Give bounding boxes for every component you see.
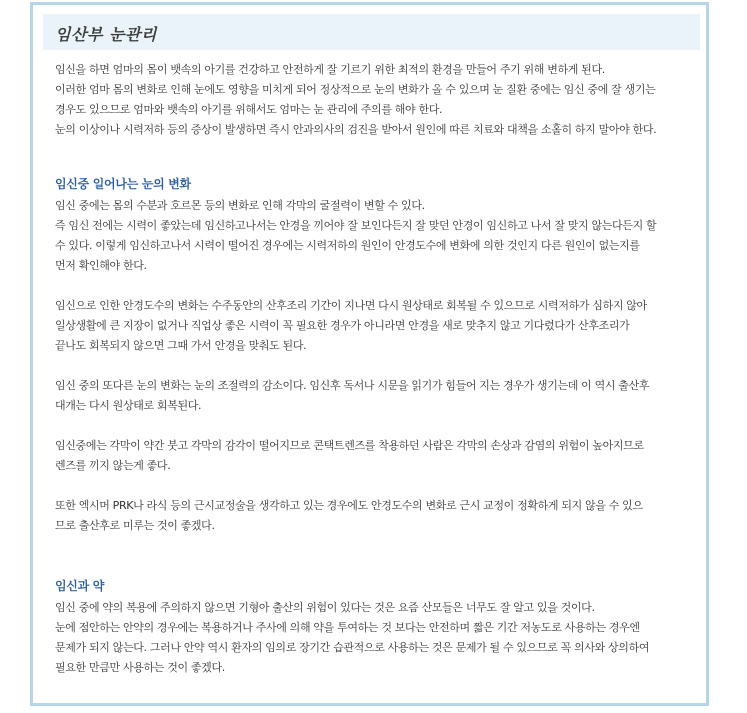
text-line: 문제가 되지 않는다. 그러나 안약 역시 환자의 임의로 장기간 습관적으로 사용하는 것은 문제가 될 수 있으므로 꼭 의사와 상의하여 — [55, 641, 650, 654]
text-line: 먼저 확인해야 한다. — [55, 259, 147, 272]
content-frame — [30, 2, 709, 706]
text-line: 임신 중에는 몸의 수분과 호르몬 등의 변화로 인해 각막의 굴절력이 변할 수 있다. — [55, 199, 425, 212]
spacer — [55, 140, 705, 174]
text-line: 임신 중에 약의 복용에 주의하지 않으면 기형아 출산의 위험이 있다는 것은 요즘 산모들은 너무도 잘 알고 있을 것이다. — [55, 601, 595, 614]
title-bar — [43, 14, 700, 50]
paragraph — [55, 598, 705, 678]
text-line: 눈의 이상이나 시력저하 등의 증상이 발생하면 즉시 안과의사의 검진을 받아서 원인에 따른 치료와 대책을 소홀히 하지 말아야 한다. — [55, 123, 657, 136]
article-body — [55, 60, 705, 678]
text-line: 대개는 다시 원상태로 회복된다. — [55, 399, 202, 412]
spacer — [55, 356, 705, 376]
text-line: 렌즈를 끼지 않는게 좋다. — [55, 459, 171, 472]
text-line: 일상생활에 큰 지장이 없거나 직업상 좋은 시력이 꼭 필요한 경우가 아니라면 안경을 새로 맞추지 않고 기다렸다가 산후조리가 — [55, 319, 630, 332]
text-line: 즉 임신 전에는 시력이 좋았는데 임신하고나서는 안경을 끼어야 잘 보인다든지 잘 맞던 안경이 임신하고 나서 잘 맞지 않는다든지 할 — [55, 219, 657, 232]
text-line: 이러한 엄마 몸의 변화로 인해 눈에도 영향을 미치게 되어 정상적으로 눈의 변화가 올 수 있으며 눈 질환 중에는 임신 중에 잘 생기는 — [55, 83, 656, 96]
section-heading-pregnancy-and-medicine: 임신과 약 — [55, 579, 105, 593]
page-title: 임산부 눈관리 — [55, 25, 157, 44]
section-heading-eye-changes: 임신중 일어나는 눈의 변화 — [55, 177, 191, 191]
paragraph — [55, 296, 705, 356]
paragraph — [55, 496, 705, 536]
intro-paragraph — [55, 60, 705, 140]
paragraph — [55, 376, 705, 416]
spacer — [55, 416, 705, 436]
text-line: 임신을 하면 엄마의 몸이 뱃속의 아기를 건강하고 안전하게 잘 기르기 위한 최적의 환경을 만들어 주기 위해 변하게 된다. — [55, 63, 605, 76]
text-line: 또한 엑시머 PRK나 라식 등의 근시교정술을 생각하고 있는 경우에도 안경도수의 변화로 근시 교정이 정확하게 되지 않을 수 있으 — [55, 499, 643, 512]
text-line: 므로 출산후로 미루는 것이 좋겠다. — [55, 519, 215, 532]
text-line: 경우도 있으므로 엄마와 뱃속의 아기를 위해서도 엄마는 눈 관리에 주의를 해야 한다. — [55, 103, 443, 116]
text-line: 눈에 점안하는 안약의 경우에는 복용하거나 주사에 의해 약을 투여하는 것 보다는 안전하며 짧은 기간 저농도로 사용하는 경우엔 — [55, 621, 640, 634]
text-line: 수 있다. 이렇게 임신하고나서 시력이 떨어진 경우에는 시력저하의 원인이 안경도수에 변화에 의한 것인지 다른 원인이 없는지를 — [55, 239, 640, 252]
spacer — [55, 476, 705, 496]
text-line: 임신중에는 각막이 약간 붓고 각막의 감각이 떨어지므로 콘택트렌즈를 착용하던 사람은 각막의 손상과 감염의 위험이 높아지므로 — [55, 439, 644, 452]
text-line: 임신으로 인한 안경도수의 변화는 수주동안의 산후조리 기간이 지나면 다시 원상태로 회복될 수 있으므로 시력저하가 심하지 않아 — [55, 299, 647, 312]
paragraph — [55, 196, 705, 276]
spacer — [55, 536, 705, 576]
paragraph — [55, 436, 705, 476]
spacer — [55, 276, 705, 296]
text-line: 끝나도 회복되지 않으면 그때 가서 안경을 맞춰도 된다. — [55, 339, 307, 352]
text-line: 임신 중의 또다른 눈의 변화는 눈의 조절력의 감소이다. 임신후 독서나 시문을 읽기가 힘들어 지는 경우가 생기는데 이 역시 출산후 — [55, 379, 650, 392]
text-line: 필요한 만큼만 사용하는 것이 좋겠다. — [55, 661, 225, 674]
